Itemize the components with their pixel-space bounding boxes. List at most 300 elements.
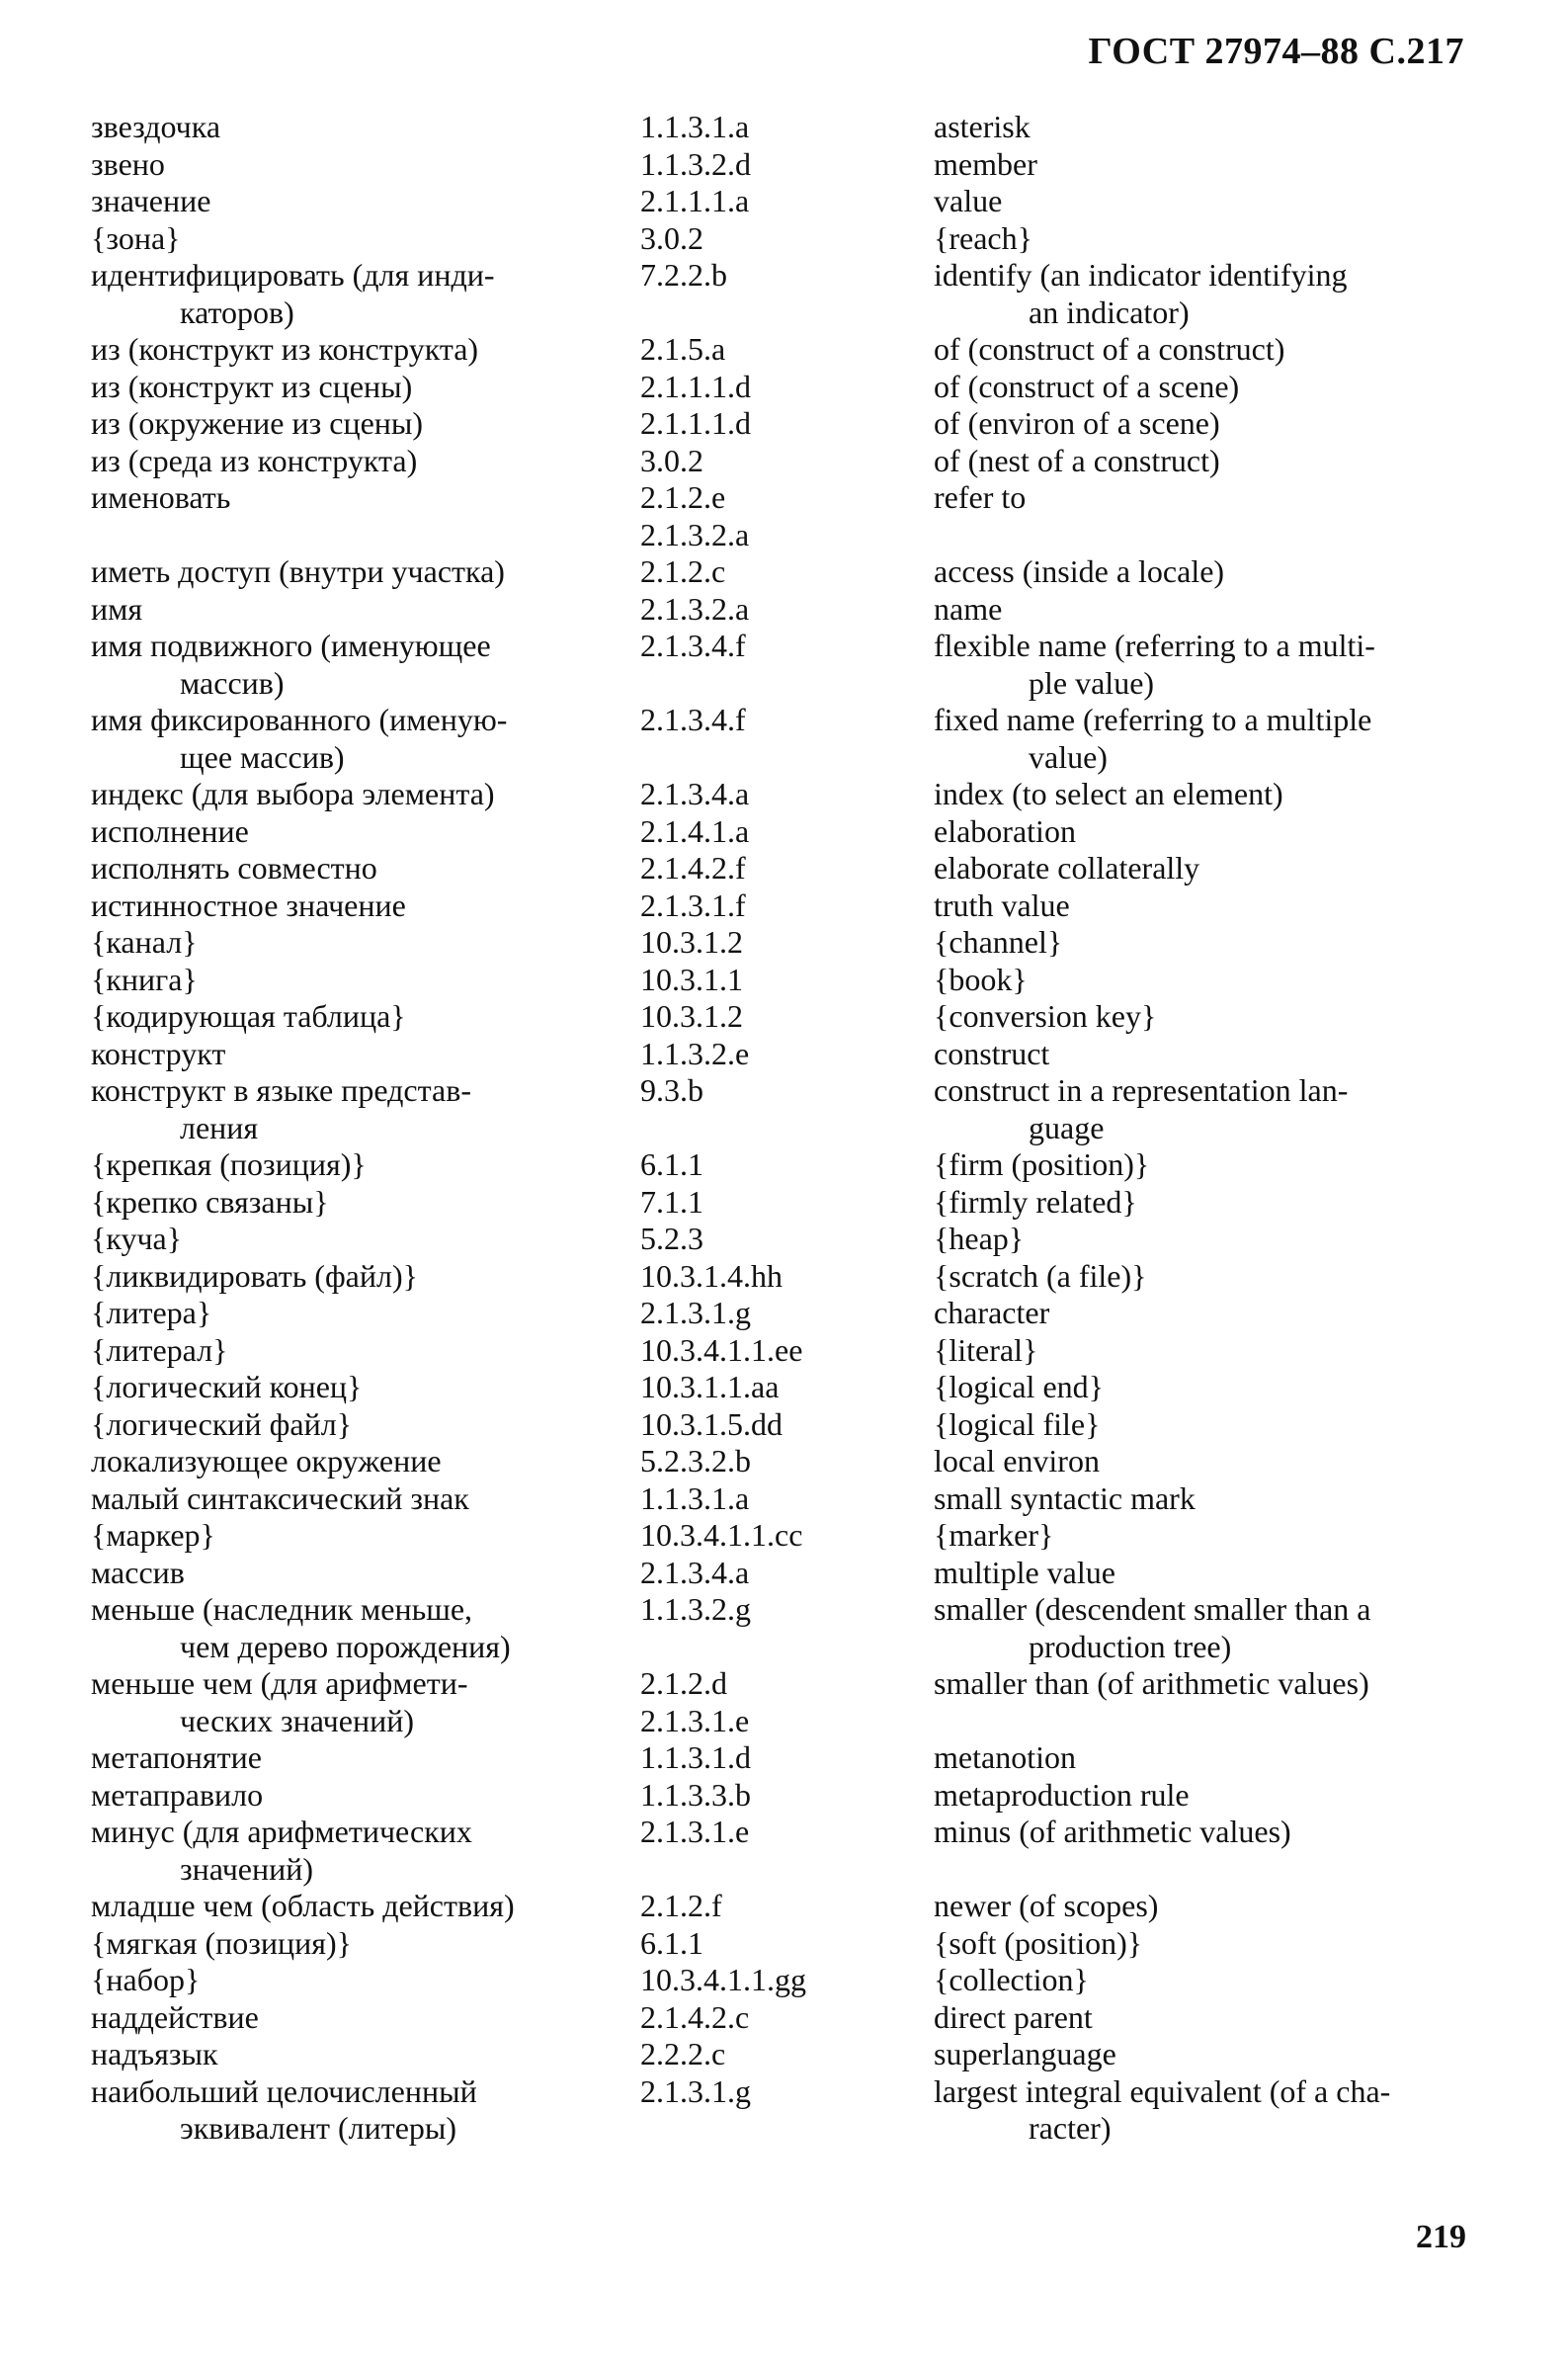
section-ref-line: 2.1.2.d xyxy=(640,1665,727,1701)
russian-term xyxy=(91,1777,629,1815)
russian-term-line: истинностное значение xyxy=(91,887,406,923)
russian-term-line: метаправило xyxy=(91,1776,264,1813)
russian-term-line: наибольший целочисленный xyxy=(91,2072,477,2109)
russian-term xyxy=(91,1814,629,1888)
section-ref-line: 2.1.3.1.f xyxy=(640,887,746,923)
english-term-line: {reach} xyxy=(934,219,1032,256)
russian-term-line: надъязык xyxy=(91,2036,218,2071)
section-ref xyxy=(640,850,917,887)
glossary-row xyxy=(0,405,1568,443)
english-term xyxy=(934,1406,1477,1444)
russian-term-line: ления xyxy=(180,1109,259,1145)
section-ref-line: 2.1.3.1.e xyxy=(640,1814,750,1849)
russian-term xyxy=(91,443,629,480)
glossary-row xyxy=(0,1221,1568,1258)
english-term xyxy=(934,1517,1477,1555)
section-ref-line: 6.1.1 xyxy=(640,1924,703,1961)
section-ref xyxy=(640,962,917,999)
english-term-line: construct in a representation lan- xyxy=(934,1072,1349,1108)
russian-term xyxy=(91,1999,629,2037)
russian-term-line: {зона} xyxy=(91,219,181,256)
english-term xyxy=(934,628,1477,702)
section-ref-line: 2.1.3.1.g xyxy=(640,2072,751,2109)
section-ref-line: 2.1.3.4.f xyxy=(640,628,746,663)
section-ref-line: 2.1.3.1.g xyxy=(640,1295,751,1330)
glossary-row xyxy=(0,369,1568,406)
section-ref-line: 9.3.b xyxy=(640,1072,703,1108)
english-term-line: {firmly related} xyxy=(934,1183,1137,1220)
english-term xyxy=(934,1739,1477,1777)
section-ref xyxy=(640,1184,917,1222)
english-term-line: of (environ of a scene) xyxy=(934,405,1220,441)
english-term-line: elaborate collaterally xyxy=(934,850,1200,886)
section-ref-line: 7.1.1 xyxy=(640,1183,703,1220)
russian-term-line: каторов) xyxy=(180,294,294,330)
english-term-line: {scratch (a file)} xyxy=(934,1257,1147,1294)
section-ref xyxy=(640,1777,917,1815)
section-ref xyxy=(640,1962,917,1999)
english-term-line: index (to select an element) xyxy=(934,776,1283,811)
glossary-row xyxy=(0,1962,1568,1999)
english-term-line: minus (of arithmetic values) xyxy=(934,1814,1291,1849)
english-term xyxy=(934,183,1477,220)
russian-term xyxy=(91,1332,629,1370)
english-term xyxy=(934,850,1477,887)
english-term-line: smaller than (of arithmetic values) xyxy=(934,1665,1369,1701)
glossary-row xyxy=(0,1777,1568,1815)
glossary-row xyxy=(0,776,1568,813)
glossary-row xyxy=(0,1146,1568,1184)
section-ref xyxy=(640,109,917,146)
section-ref-line: 2.1.4.2.c xyxy=(640,1998,750,2035)
russian-term-line: меньше (наследник меньше, xyxy=(91,1591,473,1627)
section-ref xyxy=(640,887,917,925)
english-term xyxy=(934,257,1477,331)
english-term xyxy=(934,369,1477,406)
section-ref xyxy=(640,1814,917,1851)
english-term-line: {heap} xyxy=(934,1221,1025,1256)
russian-term-line: {кодирующая таблица} xyxy=(91,998,406,1034)
glossary-row xyxy=(0,443,1568,480)
section-ref xyxy=(640,628,917,665)
english-term xyxy=(934,1295,1477,1332)
russian-term xyxy=(91,1184,629,1222)
russian-term-line: ческих значений) xyxy=(180,1702,414,1738)
russian-term xyxy=(91,962,629,999)
glossary-row xyxy=(0,1184,1568,1222)
russian-term-line: из (окружение из сцены) xyxy=(91,405,424,441)
english-term xyxy=(934,1555,1477,1592)
section-ref-line: 2.1.2.e xyxy=(640,479,726,515)
english-term-line: {literal} xyxy=(934,1331,1038,1368)
glossary-row xyxy=(0,1888,1568,1925)
russian-term-line: имя фиксированного (именую- xyxy=(91,702,508,737)
section-ref-line: 2.1.1.1.a xyxy=(640,183,750,218)
section-ref-line: 10.3.4.1.1.ee xyxy=(640,1331,803,1368)
section-ref xyxy=(640,479,917,553)
section-ref-line: 3.0.2 xyxy=(640,442,703,478)
english-term xyxy=(934,702,1477,776)
russian-term-line: исполнение xyxy=(91,812,249,849)
glossary-row xyxy=(0,887,1568,925)
russian-term xyxy=(91,183,629,220)
glossary-row xyxy=(0,553,1568,591)
glossary-row xyxy=(0,146,1568,184)
russian-term xyxy=(91,628,629,702)
section-ref-line: 2.1.3.1.e xyxy=(640,1702,750,1738)
english-term xyxy=(934,405,1477,443)
glossary-row xyxy=(0,2036,1568,2073)
russian-term xyxy=(91,405,629,443)
glossary-row xyxy=(0,2073,1568,2148)
english-term-line: flexible name (referring to a multi- xyxy=(934,628,1375,663)
section-ref-line: 1.1.3.2.e xyxy=(640,1035,750,1071)
russian-term xyxy=(91,924,629,962)
english-term-line: character xyxy=(934,1295,1050,1330)
english-term-line: {marker} xyxy=(934,1517,1054,1553)
glossary-row xyxy=(0,331,1568,369)
section-ref-line: 1.1.3.2.g xyxy=(640,1591,751,1627)
english-term xyxy=(934,1925,1477,1963)
section-ref xyxy=(640,813,917,851)
russian-term-line: чем дерево порождения) xyxy=(180,1628,511,1664)
russian-term xyxy=(91,1221,629,1258)
section-ref-line: 2.1.4.1.a xyxy=(640,812,750,849)
section-ref xyxy=(640,1295,917,1332)
english-term-line: multiple value xyxy=(934,1554,1115,1590)
english-term-line: local environ xyxy=(934,1443,1100,1478)
russian-term xyxy=(91,1443,629,1480)
russian-term-line: значение xyxy=(91,183,211,218)
glossary-table xyxy=(0,109,1568,2148)
russian-term-line: имя xyxy=(91,590,143,627)
section-ref-line: 10.3.1.2 xyxy=(640,924,743,960)
glossary-row xyxy=(0,1814,1568,1888)
section-ref-line: 2.1.5.a xyxy=(640,331,726,367)
english-term xyxy=(934,479,1477,517)
russian-term-line: {литерал} xyxy=(91,1331,228,1368)
russian-term-line: значений) xyxy=(180,1850,314,1887)
english-term xyxy=(934,331,1477,369)
glossary-row xyxy=(0,962,1568,999)
russian-term xyxy=(91,1369,629,1406)
english-term xyxy=(934,1036,1477,1073)
glossary-row xyxy=(0,1406,1568,1444)
russian-term-line: минус (для арифметических xyxy=(91,1814,472,1849)
english-term-line: name xyxy=(934,590,1003,627)
english-term-line: access (inside a locale) xyxy=(934,553,1225,589)
english-term-line: asterisk xyxy=(934,109,1031,144)
page-number: 219 xyxy=(1416,2219,1466,2255)
section-ref-line: 1.1.3.1.a xyxy=(640,109,750,144)
russian-term-line: эквивалент (литеры) xyxy=(180,2110,457,2146)
russian-term xyxy=(91,109,629,146)
english-term xyxy=(934,1665,1477,1703)
english-term-line: fixed name (referring to a multiple xyxy=(934,702,1372,737)
english-term xyxy=(934,1814,1477,1851)
english-term-line: {conversion key} xyxy=(934,998,1157,1034)
russian-term xyxy=(91,1665,629,1739)
russian-term-line: {логический конец} xyxy=(91,1369,363,1404)
russian-term-line: метапонятие xyxy=(91,1739,262,1775)
english-term xyxy=(934,1962,1477,1999)
section-ref xyxy=(640,1036,917,1073)
glossary-row xyxy=(0,1739,1568,1777)
glossary-row xyxy=(0,628,1568,702)
english-term-line: an indicator) xyxy=(1029,294,1190,330)
english-term-line: {collection} xyxy=(934,1962,1089,1997)
glossary-row xyxy=(0,813,1568,851)
english-term xyxy=(934,813,1477,851)
english-term-line: {book} xyxy=(934,961,1028,997)
russian-term-line: {куча} xyxy=(91,1221,183,1256)
section-ref-line: 10.3.4.1.1.gg xyxy=(640,1962,806,1997)
section-ref-line: 1.1.3.1.a xyxy=(640,1479,750,1516)
glossary-row xyxy=(0,109,1568,146)
russian-term-line: {ликвидировать (файл)} xyxy=(91,1257,418,1294)
russian-term-line: {канал} xyxy=(91,924,198,960)
section-ref-line: 2.1.1.1.d xyxy=(640,405,751,441)
russian-term xyxy=(91,887,629,925)
russian-term xyxy=(91,850,629,887)
english-term-line: {channel} xyxy=(934,924,1063,960)
english-term-line: identify (an indicator identifying xyxy=(934,257,1348,293)
english-term xyxy=(934,962,1477,999)
english-term xyxy=(934,146,1477,184)
section-ref xyxy=(640,405,917,443)
russian-term-line: наддействие xyxy=(91,1998,259,2035)
russian-term xyxy=(91,1591,629,1665)
section-ref-line: 2.1.4.2.f xyxy=(640,850,746,886)
section-ref-line: 2.1.3.4.a xyxy=(640,1554,750,1590)
glossary-row xyxy=(0,1443,1568,1480)
russian-term xyxy=(91,1072,629,1146)
russian-term xyxy=(91,1962,629,1999)
glossary-row xyxy=(0,1369,1568,1406)
russian-term-line: именовать xyxy=(91,479,231,515)
section-ref xyxy=(640,1072,917,1110)
section-ref-line: 6.1.1 xyxy=(640,1146,703,1182)
russian-term-line: {логический файл} xyxy=(91,1405,353,1442)
section-ref xyxy=(640,1591,917,1629)
russian-term-line: младше чем (область действия) xyxy=(91,1888,515,1923)
english-term xyxy=(934,2036,1477,2073)
english-term xyxy=(934,1258,1477,1296)
russian-term xyxy=(91,1925,629,1963)
russian-term xyxy=(91,553,629,591)
section-ref xyxy=(640,1517,917,1555)
section-ref xyxy=(640,2036,917,2073)
section-ref xyxy=(640,1369,917,1406)
glossary-row xyxy=(0,702,1568,776)
glossary-row xyxy=(0,1999,1568,2037)
section-ref xyxy=(640,1406,917,1444)
russian-term-line: из (конструкт из сцены) xyxy=(91,368,413,404)
russian-term-line: {крепкая (позиция)} xyxy=(91,1146,367,1182)
russian-term xyxy=(91,702,629,776)
english-term-line: smaller (descendent smaller than a xyxy=(934,1591,1371,1627)
section-ref xyxy=(640,1925,917,1963)
section-ref xyxy=(640,369,917,406)
english-term xyxy=(934,1443,1477,1480)
glossary-row xyxy=(0,220,1568,258)
english-term xyxy=(934,1777,1477,1815)
russian-term xyxy=(91,1739,629,1777)
russian-term-line: {книга} xyxy=(91,961,198,997)
section-ref-line: 2.1.3.2.a xyxy=(640,590,750,627)
english-term xyxy=(934,887,1477,925)
russian-term xyxy=(91,220,629,258)
glossary-row xyxy=(0,1591,1568,1665)
english-term-line: direct parent xyxy=(934,1998,1093,2035)
english-term-line: superlanguage xyxy=(934,2036,1116,2071)
russian-term xyxy=(91,1555,629,1592)
glossary-row xyxy=(0,1036,1568,1073)
glossary-row xyxy=(0,257,1568,331)
page-header: ГОСТ 27974–88 С.217 xyxy=(1088,31,1464,72)
section-ref xyxy=(640,1888,917,1925)
section-ref-line: 10.3.1.1.aa xyxy=(640,1369,780,1404)
english-term-line: metaproduction rule xyxy=(934,1776,1190,1813)
russian-term xyxy=(91,1146,629,1184)
english-term-line: ple value) xyxy=(1029,664,1155,701)
glossary-row xyxy=(0,1072,1568,1146)
russian-term xyxy=(91,1258,629,1296)
section-ref-line: 1.1.3.1.d xyxy=(640,1739,751,1775)
glossary-row xyxy=(0,1480,1568,1518)
section-ref xyxy=(640,1443,917,1480)
russian-term xyxy=(91,2036,629,2073)
russian-term xyxy=(91,146,629,184)
english-term-line: {logical end} xyxy=(934,1369,1104,1404)
section-ref-line: 3.0.2 xyxy=(640,219,703,256)
section-ref xyxy=(640,183,917,220)
russian-term xyxy=(91,813,629,851)
russian-term xyxy=(91,1406,629,1444)
english-term-line: of (construct of a scene) xyxy=(934,368,1240,404)
section-ref xyxy=(640,1665,917,1739)
russian-term-line: малый синтаксический знак xyxy=(91,1479,469,1516)
english-term-line: of (nest of a construct) xyxy=(934,442,1220,478)
section-ref xyxy=(640,2073,917,2111)
glossary-row xyxy=(0,591,1568,629)
english-term xyxy=(934,443,1477,480)
russian-term xyxy=(91,1517,629,1555)
english-term xyxy=(934,220,1477,258)
russian-term xyxy=(91,369,629,406)
russian-term-line: {крепко связаны} xyxy=(91,1183,329,1220)
russian-term xyxy=(91,2073,629,2148)
russian-term-line: из (среда из конструкта) xyxy=(91,442,418,478)
russian-term-line: иметь доступ (внутри участка) xyxy=(91,553,505,589)
glossary-row xyxy=(0,1555,1568,1592)
section-ref-line: 5.2.3.2.b xyxy=(640,1443,751,1478)
english-term xyxy=(934,1369,1477,1406)
russian-term-line: массив) xyxy=(180,664,285,701)
russian-term-line: идентифицировать (для инди- xyxy=(91,257,495,293)
russian-term-line: имя подвижного (именующее xyxy=(91,628,491,663)
english-term-line: racter) xyxy=(1029,2110,1112,2146)
glossary-row xyxy=(0,1332,1568,1370)
english-term-line: production tree) xyxy=(1029,1628,1232,1664)
english-term xyxy=(934,924,1477,962)
section-ref-line: 2.2.2.c xyxy=(640,2036,726,2071)
glossary-row xyxy=(0,479,1568,553)
glossary-row xyxy=(0,924,1568,962)
english-term-line: small syntactic mark xyxy=(934,1479,1196,1516)
english-term-line: {firm (position)} xyxy=(934,1146,1150,1182)
section-ref-line: 1.1.3.3.b xyxy=(640,1776,751,1813)
russian-term-line: индекс (для выбора элемента) xyxy=(91,776,495,811)
section-ref xyxy=(640,146,917,184)
english-term xyxy=(934,109,1477,146)
section-ref xyxy=(640,1999,917,2037)
section-ref-line: 7.2.2.b xyxy=(640,257,727,293)
english-term-line: member xyxy=(934,145,1037,182)
section-ref xyxy=(640,1221,917,1258)
russian-term-line: щее массив) xyxy=(180,738,345,775)
section-ref-line: 10.3.1.4.hh xyxy=(640,1257,783,1294)
english-term-line: guage xyxy=(1029,1109,1105,1145)
english-term xyxy=(934,1072,1477,1146)
russian-term-line: локализующее окружение xyxy=(91,1443,442,1478)
english-term xyxy=(934,1888,1477,1925)
section-ref-line: 2.1.3.2.a xyxy=(640,516,750,552)
section-ref-line: 2.1.3.4.a xyxy=(640,776,750,811)
russian-term-line: меньше чем (для арифмети- xyxy=(91,1665,468,1701)
russian-term-line: из (конструкт из конструкта) xyxy=(91,331,479,367)
russian-term-line: исполнять совместно xyxy=(91,850,377,886)
glossary-row xyxy=(0,998,1568,1036)
section-ref-line: 5.2.3 xyxy=(640,1221,703,1256)
section-ref xyxy=(640,1332,917,1370)
english-term xyxy=(934,1480,1477,1518)
english-term-line: refer to xyxy=(934,479,1027,515)
english-term xyxy=(934,591,1477,629)
section-ref-line: 1.1.3.2.d xyxy=(640,145,751,182)
section-ref xyxy=(640,257,917,295)
russian-term-line: {маркер} xyxy=(91,1517,215,1553)
english-term-line: value xyxy=(934,183,1003,218)
section-ref xyxy=(640,553,917,591)
english-term xyxy=(934,553,1477,591)
section-ref-line: 10.3.4.1.1.cc xyxy=(640,1517,803,1553)
section-ref-line: 10.3.1.5.dd xyxy=(640,1405,783,1442)
russian-term xyxy=(91,331,629,369)
glossary-row xyxy=(0,850,1568,887)
english-term xyxy=(934,1184,1477,1222)
section-ref-line: 2.1.3.4.f xyxy=(640,702,746,737)
russian-term xyxy=(91,479,629,517)
russian-term-line: массив xyxy=(91,1554,185,1590)
section-ref-line: 2.1.2.c xyxy=(640,553,726,589)
russian-term xyxy=(91,998,629,1036)
english-term-line: newer (of scopes) xyxy=(934,1888,1159,1923)
english-term-line: elaboration xyxy=(934,812,1076,849)
section-ref-line: 2.1.2.f xyxy=(640,1888,722,1923)
section-ref xyxy=(640,1739,917,1777)
russian-term-line: {набор} xyxy=(91,1962,201,1997)
russian-term xyxy=(91,257,629,331)
english-term xyxy=(934,776,1477,813)
english-term-line: of (construct of a construct) xyxy=(934,331,1285,367)
section-ref xyxy=(640,591,917,629)
section-ref xyxy=(640,1258,917,1296)
section-ref xyxy=(640,1480,917,1518)
english-term-line: largest integral equivalent (of a cha- xyxy=(934,2072,1391,2109)
english-term xyxy=(934,1332,1477,1370)
english-term xyxy=(934,1146,1477,1184)
